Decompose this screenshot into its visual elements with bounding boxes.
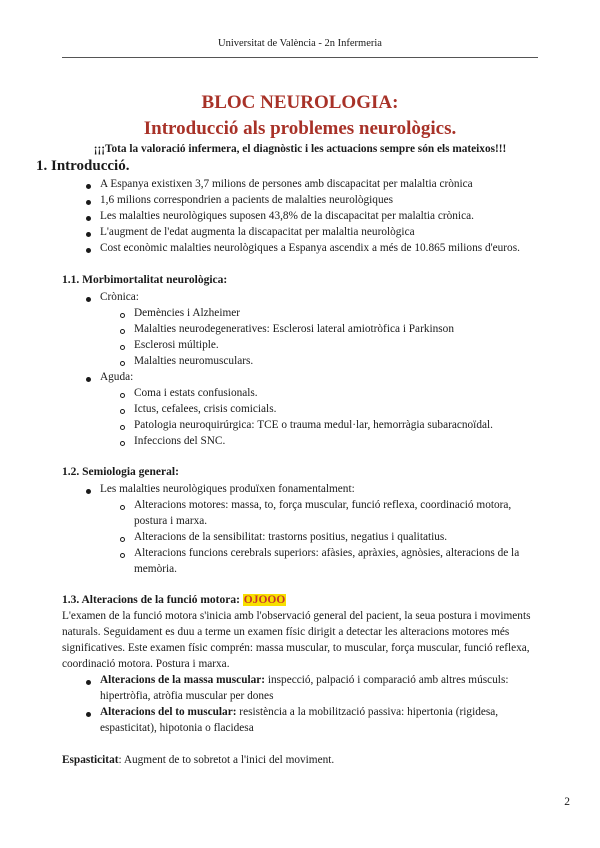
header-rule	[62, 57, 538, 58]
sub-bullet-icon	[120, 553, 125, 558]
list-item-continuation: memòria.	[134, 563, 177, 575]
section-1-3-heading	[62, 594, 286, 606]
section-1-3-title: 1.3. Alteracions de la funció motora:	[62, 594, 240, 606]
bullet-icon	[86, 184, 91, 189]
list-item-continuation: espasticitat), hipotonia o flacidesa	[100, 722, 254, 734]
paragraph-line: significatives. Este examen físic comprén: massa muscular, to muscular, força muscular, funció reflexa,	[62, 642, 530, 654]
page-number: 2	[564, 796, 570, 808]
list-item: 1,6 milions correspondrien a pacients de malalties neurològiques	[100, 194, 394, 206]
section-1-2-heading: 1.2. Semiologia general:	[62, 466, 179, 478]
spasticity-term: Espasticitat	[62, 754, 119, 766]
bullet-icon	[86, 680, 91, 685]
list-item: Patologia neuroquirúrgica: TCE o trauma medul·lar, hemorràgia subaracnoïdal.	[134, 419, 493, 431]
list-item: Les malalties neurològiques suposen 43,8% de la discapacitat per malaltia crònica.	[100, 210, 474, 222]
highlight-badge: OJOOO	[243, 594, 286, 606]
list-item-bold: Alteracions de la massa muscular:	[100, 674, 266, 686]
bullet-icon	[86, 216, 91, 221]
page-subtitle: Introducció als problemes neurològics.	[143, 118, 457, 139]
list-item: Les malalties neurològiques produïxen fonamentalment:	[100, 483, 355, 495]
list-item-bold: Alteracions del to muscular:	[100, 706, 237, 718]
section-1-heading: 1. Introducció.	[36, 158, 130, 174]
bullet-icon	[86, 377, 91, 382]
sub-bullet-icon	[120, 361, 125, 366]
list-item: Alteracions funcions cerebrals superiors: afàsies, apràxies, agnòsies, alteracions de la	[134, 547, 520, 559]
list-item: Ictus, cefalees, crisis comicials.	[134, 403, 277, 415]
bullet-icon	[86, 489, 91, 494]
sub-bullet-icon	[120, 441, 125, 446]
bullet-icon	[86, 248, 91, 253]
list-item-text: resistència a la mobilització passiva: hipertonia (rigidesa,	[236, 706, 499, 718]
list-item-text: inspecció, palpació i comparació amb altres músculs:	[265, 674, 509, 686]
spasticity-definition	[62, 754, 334, 766]
sub-bullet-icon	[120, 537, 125, 542]
chronic-label: Crònica:	[100, 291, 139, 303]
page-title: BLOC NEUROLOGIA:	[201, 92, 399, 113]
list-item: Alteracions de la sensibilitat: trastorns positius, negatius i qualitatius.	[134, 531, 448, 543]
sub-bullet-icon	[120, 409, 125, 414]
sub-bullet-icon	[120, 505, 125, 510]
bullet-icon	[86, 232, 91, 237]
list-item: Coma i estats confusionals.	[134, 387, 258, 399]
section-1-1-heading: 1.1. Morbimortalitat neurològica:	[62, 274, 228, 286]
sub-bullet-icon	[120, 345, 125, 350]
list-item: Alteracions motores: massa, to, força muscular, funció reflexa, coordinació motora,	[134, 499, 512, 511]
paragraph-line: coordinació motora. Postura i marxa.	[62, 658, 230, 670]
paragraph-line: naturals. Seguidament es duu a terme un examen físic dirigit a detectar les alteracions motores més	[62, 626, 510, 638]
sub-bullet-icon	[120, 393, 125, 398]
list-item	[100, 674, 508, 686]
bullet-icon	[86, 297, 91, 302]
sub-bullet-icon	[120, 329, 125, 334]
bullet-icon	[86, 200, 91, 205]
important-note: ¡¡¡Tota la valoració infermera, el diagnòstic i les actuacions sempre són els mateixos!!!	[93, 143, 507, 155]
list-item: L'augment de l'edat augmenta la discapacitat per malaltia neurològica	[100, 226, 415, 238]
list-item	[100, 706, 498, 718]
list-item: Demències i Alzheimer	[134, 307, 241, 319]
spasticity-text: : Augment de to sobretot a l'inici del moviment.	[118, 754, 335, 766]
page-header: Universitat de València - 2n Infermeria	[218, 38, 382, 49]
list-item: Infeccions del SNC.	[134, 435, 226, 447]
list-item-continuation: hipertròfia, atròfia muscular per dones	[100, 690, 274, 702]
list-item: Malalties neuromusculars.	[134, 355, 254, 367]
list-item: Cost econòmic malalties neurològiques a Espanya ascendix a més de 10.865 milions d'euros.	[100, 242, 520, 254]
sub-bullet-icon	[120, 313, 125, 318]
list-item-continuation: postura i marxa.	[134, 515, 208, 527]
sub-bullet-icon	[120, 425, 125, 430]
list-item: Malalties neurodegeneratives: Esclerosi lateral amiotròfica i Parkinson	[134, 323, 454, 335]
list-item: Esclerosi múltiple.	[134, 339, 219, 351]
bullet-icon	[86, 712, 91, 717]
list-item: A Espanya existixen 3,7 milions de persones amb discapacitat per malaltia crònica	[100, 178, 473, 190]
acute-label: Aguda:	[100, 371, 134, 383]
paragraph-line: L'examen de la funció motora s'inicia amb l'observació general del pacient, la seua postura i moviments	[62, 610, 531, 622]
